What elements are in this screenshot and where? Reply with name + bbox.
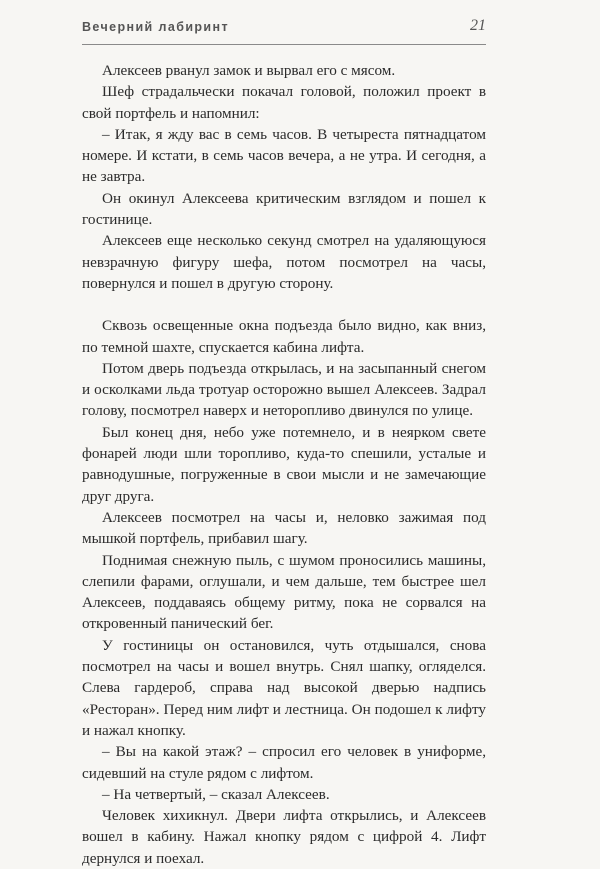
page-header xyxy=(82,17,486,45)
body-text xyxy=(82,60,486,869)
paragraph: Алексеев посмотрел на часы и, неловко зажимая под мышкой портфель, прибавил шагу. xyxy=(82,508,486,548)
paragraph: Алексеев еще несколько секунд смотрел на удаляющуюся невзрачную фигуру шефа, потом посмотрел на часы, повернулся и пошел в другую сторону. xyxy=(82,232,486,292)
paragraph: Алексеев рванул замок и вырвал его с мясом. xyxy=(102,62,396,79)
section-break xyxy=(82,294,486,315)
running-title: Вечерний лабиринт xyxy=(82,20,229,34)
paragraph: Сквозь освещенные окна подъезда было видно, как вниз, по темной шахте, спускается кабина лифта. xyxy=(82,317,486,356)
paragraph: Человек хихикнул. Двери лифта открылись, и Алексеев вошел в кабину. Нажал кнопку рядом с цифрой 4. Лифт дернулся и поехал. xyxy=(82,807,486,867)
paragraph: – На четвертый, – сказал Алексеев. xyxy=(102,785,330,803)
paragraph: Он окинул Алексеева критическим взглядом и пошел к гостинице. xyxy=(82,189,486,229)
paragraph: У гостиницы он остановился, чуть отдышался, снова посмотрел на часы и вошел внутрь. Снял шапку, огляделся. Слева гардероб, справа над высокой дверью надпись «Ресторан». Перед ним лифт и лестница. Он подошел к лифту и нажал кнопку. xyxy=(82,636,486,739)
paragraph: – Итак, я жду вас в семь часов. В четыреста пятнадцатом номере. И кстати, в семь часов вечера, а не утра. И сегодня, а не завтра. xyxy=(82,125,486,186)
paragraph: Потом дверь подъезда открылась, и на засыпанный снегом и осколками льда тротуар осторожно вышел Алексеев. Задрал голову, посмотрел наверх и неторопливо двинулся по улице. xyxy=(82,359,486,420)
paragraph: Поднимая снежную пыль, с шумом проносились машины, слепили фарами, оглушали, и чем дальше, тем быстрее шел Алексеев, поддаваясь общему ритму, пока не сорвался на откровенный панический бег. xyxy=(82,551,486,633)
paragraph: Шеф страдальчески покачал головой, положил проект в свой портфель и напомнил: xyxy=(82,83,486,122)
page-number: 21 xyxy=(470,17,486,34)
paragraph: – Вы на какой этаж? – спросил его человек в униформе, сидевший на стуле рядом с лифтом. xyxy=(82,743,486,782)
paragraph: Был конец дня, небо уже потемнело, и в неярком свете фонарей люди шли торопливо, куда-то спешили, усталые и равнодушные, погруженные в свои мысли и не замечающие друг друга. xyxy=(82,423,486,505)
